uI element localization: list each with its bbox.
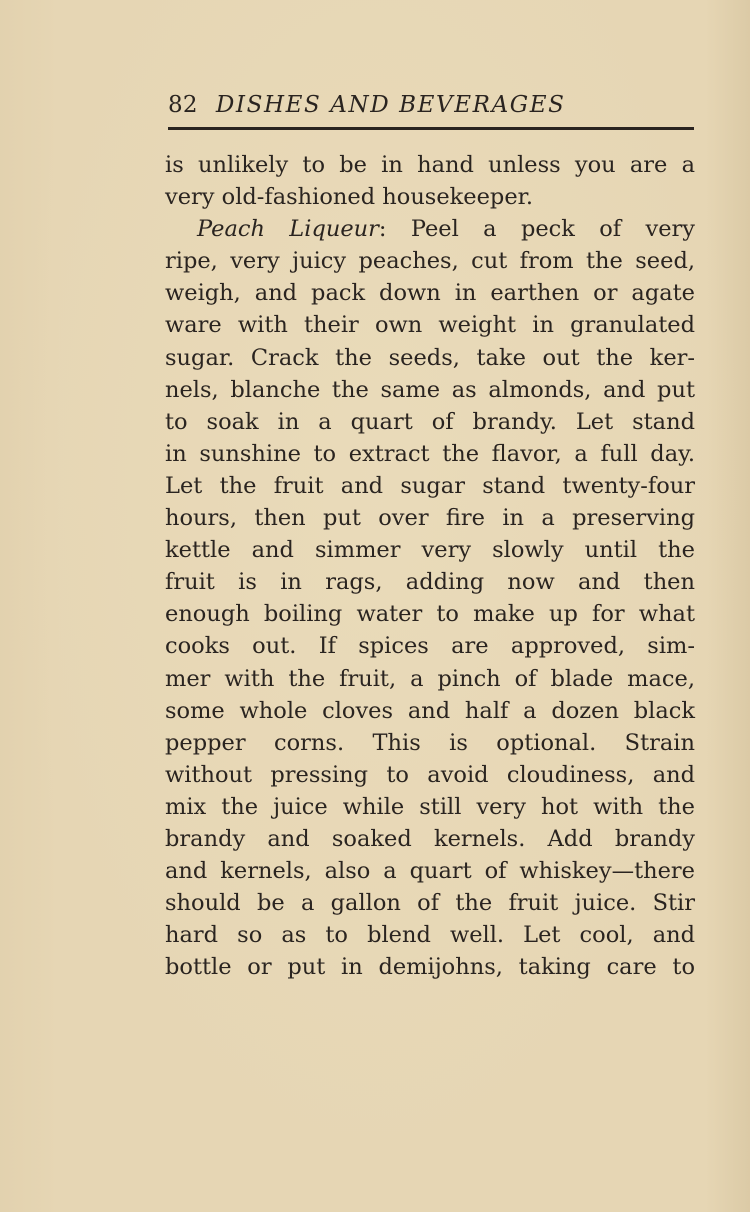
text-line: and kernels, also a quart of whiskey—there [165,858,695,885]
text-line: sugar. Crack the seeds, take out the ker- [165,344,695,371]
text-line: pepper corns. This is optional. Strain [165,729,695,756]
text-line: fruit is in rags, adding now and then [165,569,695,596]
text-line: brandy and soaked kernels. Add brandy [165,825,695,852]
text-line: nels, blanche the same as almonds, and put [165,376,695,403]
text-line: bottle or put in demijohns, taking care to [165,954,695,981]
page-number: 82 [168,92,198,118]
text-line: very old-fashioned housekeeper. [165,184,534,211]
text-line: should be a gallon of the fruit juice. Stir [165,890,695,917]
body-text [165,149,695,983]
running-head: DISHES AND BEVERAGES [215,92,566,118]
text-line: is unlikely to be in hand unless you are a [165,152,695,178]
recipe-first-line: : Peel a peck of very [378,216,695,243]
text-line: weigh, and pack down in earthen or agate [165,280,695,307]
header-rule [168,127,694,130]
text-line: enough boiling water to make up for what [165,601,695,628]
page-header [168,92,696,124]
text-line: without pressing to avoid cloudiness, and [165,761,695,788]
recipe-heading-line [165,213,695,245]
text-line: hard so as to blend well. Let cool, and [165,922,695,949]
recipe-name: Peach Liqueur [197,216,379,243]
text-line: some whole cloves and half a dozen black [165,697,695,724]
text-line: Let the fruit and sugar stand twenty-four [165,472,695,499]
text-line: ware with their own weight in granulated [165,312,695,339]
text-line: mix the juice while still very hot with the [165,793,695,820]
text-line: hours, then put over fire in a preserving [165,505,695,532]
text-line: mer with the fruit, a pinch of blade mace, [165,665,695,692]
text-line: kettle and simmer very slowly until the [165,537,695,564]
text-line: ripe, very juicy peaches, cut from the seed, [165,248,695,275]
text-line: in sunshine to extract the flavor, a full day. [165,440,695,467]
text-line: to soak in a quart of brandy. Let stand [165,408,695,435]
text-line: cooks out. If spices are approved, sim- [165,633,695,660]
